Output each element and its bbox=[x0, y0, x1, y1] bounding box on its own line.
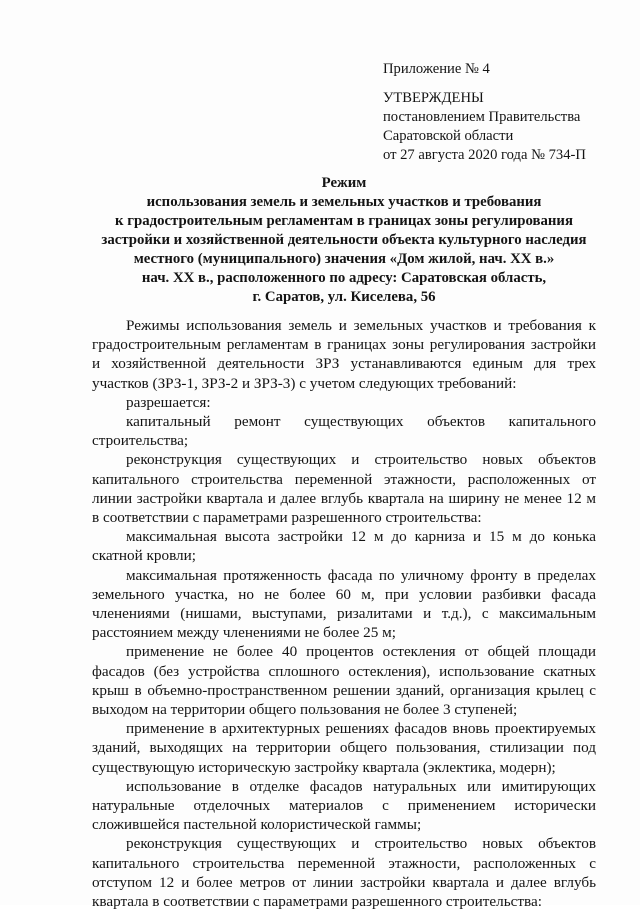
title-line: использования земель и земельных участков и требования bbox=[146, 194, 542, 210]
approval-date: от 27 августа 2020 года № 734-П bbox=[383, 147, 586, 163]
approval-block bbox=[383, 60, 633, 165]
document-title bbox=[60, 174, 628, 307]
paragraph: разрешается: bbox=[126, 393, 211, 411]
title-line: местного (муниципального) значения «Дом жилой, нач. XX в.» bbox=[133, 251, 555, 267]
approved-heading: УТВЕРЖДЕНЫ bbox=[383, 90, 484, 106]
title-line: Режим bbox=[321, 175, 367, 191]
approval-line: постановлением Правительства bbox=[383, 109, 581, 125]
paragraph: капитальный ремонт существующих объектов капитального строительства; bbox=[92, 413, 596, 450]
paragraph: использование в отделке фасадов натуральных или имитирующих натуральные отделочных материалов с применением исторически сложившейся пастельной колористической гаммы; bbox=[92, 777, 596, 834]
title-line: к градостроительным регламентам в границах зоны регулирования bbox=[115, 213, 573, 229]
paragraph: реконструкция существующих и строительство новых объектов капитального строительства переменной этажности, расположенных от линии застройки квартала и далее вглубь квартала на ширину не менее 12 м в соответствии с параметрами разрешенного строительства: bbox=[92, 451, 596, 527]
paragraph: Режимы использования земель и земельных участков и требования к градостроительным регламентам в границах зоны регулирования застройки и хозяйственной деятельности ЗРЗ устанавливаются единым для трех участков (ЗРЗ-1, ЗРЗ-2 и ЗРЗ-3) с учетом следующих требований: bbox=[92, 317, 596, 392]
paragraph: максимальная протяженность фасада по уличному фронту в пределах земельного участка, но не более 60 м, при условии разбивки фасада членениями (нишами, выступами, ризалитами и т.д.), с максимальным расстоянием между членениями не более 25 м; bbox=[92, 566, 596, 642]
title-line: г. Саратов, ул. Киселева, 56 bbox=[252, 289, 436, 305]
approval-line: Саратовской области bbox=[383, 128, 514, 144]
paragraph: реконструкция существующих и строительство новых объектов капитального строительства переменной этажности, расположенных с отступом 12 и более метров от линии застройки квартала и далее вглубь квартала в соответствии с параметрами разрешенного строительства: bbox=[92, 835, 596, 911]
paragraph: максимальная высота застройки 12 м до карниза и 15 м до конька скатной кровли; bbox=[92, 528, 596, 565]
paragraph: применение не более 40 процентов остекления от общей площади фасадов (без устройства сплошного остекления), использование скатных крыш в объемно-пространственном решении зданий, организация крылец с выходом на территории общего пользования не более 3 ступеней; bbox=[92, 643, 596, 719]
title-line: застройки и хозяйственной деятельности объекта культурного наследия bbox=[101, 232, 587, 248]
appendix-number: Приложение № 4 bbox=[383, 61, 490, 77]
paragraph: применение в архитектурных решениях фасадов вновь проектируемых зданий, выходящих на территории общего пользования, стилизации под существующую историческую застройку квартала (эклектика, модерн); bbox=[92, 720, 596, 776]
document-body bbox=[92, 316, 596, 911]
title-line: нач. XX в., расположенного по адресу: Саратовская область, bbox=[141, 270, 547, 286]
